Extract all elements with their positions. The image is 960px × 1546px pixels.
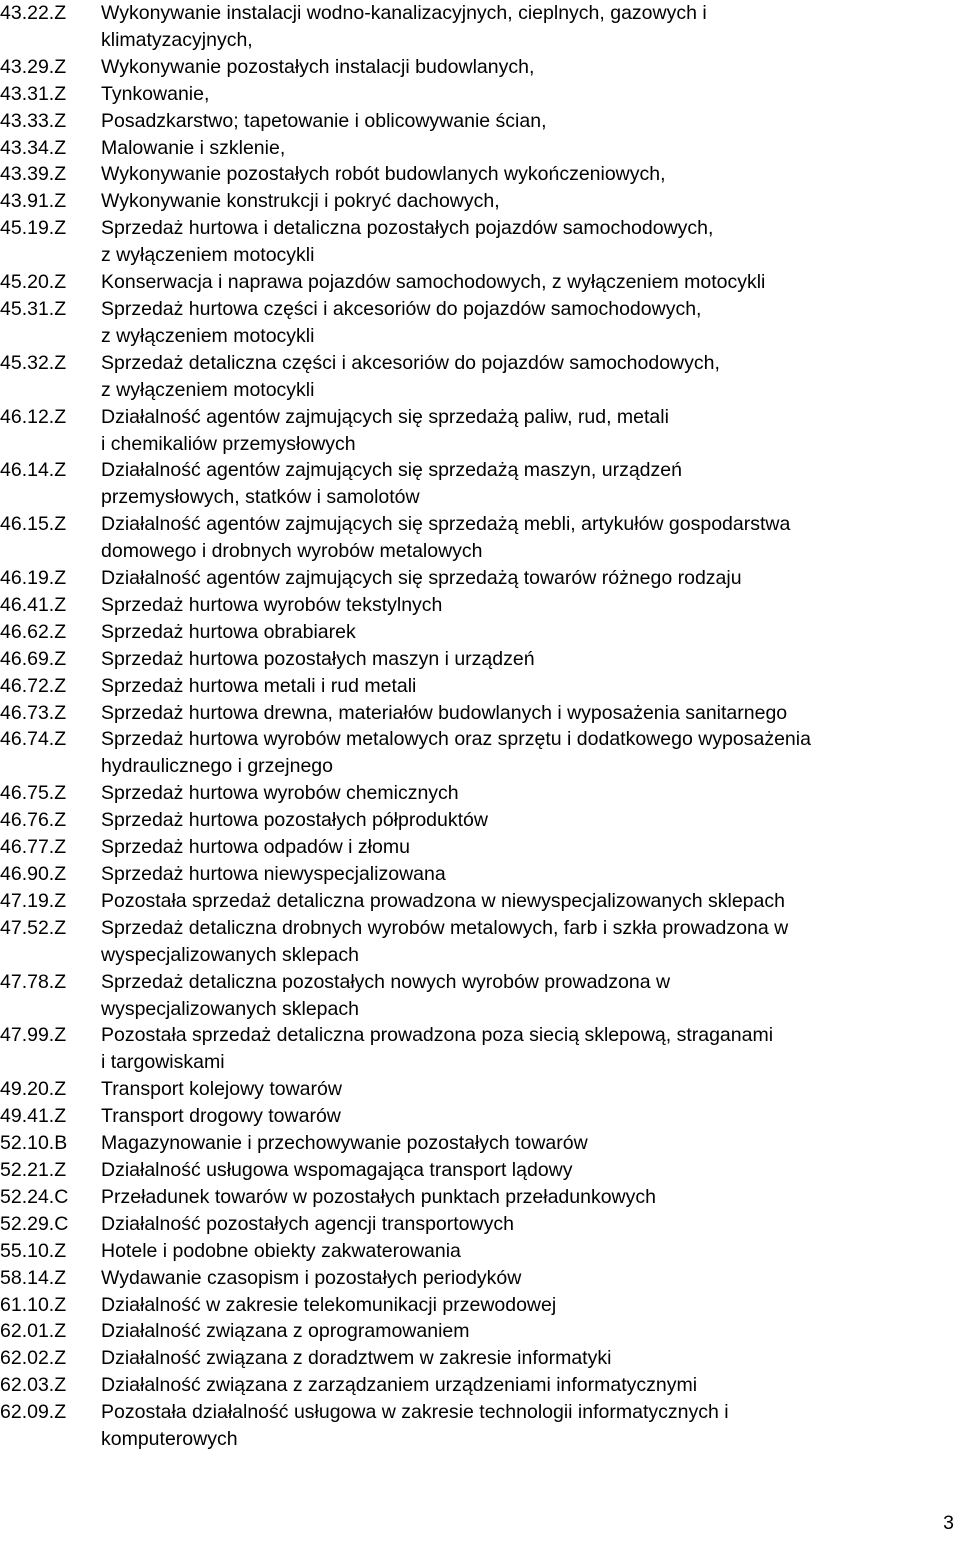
list-item xyxy=(0,1157,960,1184)
list-item xyxy=(0,592,960,619)
description-line: Wykonywanie konstrukcji i pokryć dachowych, xyxy=(101,190,500,213)
activity-description xyxy=(101,969,670,1023)
list-item xyxy=(0,1372,960,1399)
description-line: Sprzedaż detaliczna drobnych wyrobów metalowych, farb i szkła prowadzona w xyxy=(101,916,789,939)
description-line: Transport drogowy towarów xyxy=(101,1105,341,1128)
activity-code: 46.15.Z xyxy=(0,513,67,536)
activity-description xyxy=(101,700,787,727)
description-line: Pozostała sprzedaż detaliczna prowadzona poza siecią sklepową, straganami xyxy=(101,1024,774,1047)
description-line: Sprzedaż detaliczna części i akcesoriów do pojazdów samochodowych, xyxy=(101,351,720,374)
description-line: Przeładunek towarów w pozostałych punktach przeładunkowych xyxy=(101,1185,656,1208)
activity-code: 43.91.Z xyxy=(0,190,67,213)
activity-code: 43.29.Z xyxy=(0,55,67,78)
list-item xyxy=(0,269,960,296)
activity-code: 52.24.C xyxy=(0,1185,69,1208)
activity-description xyxy=(101,135,285,162)
description-line: i targowiskami xyxy=(101,1051,225,1074)
activity-description xyxy=(101,0,707,54)
activity-description xyxy=(101,1372,697,1399)
activity-code: 47.99.Z xyxy=(0,1024,67,1047)
activity-code: 45.32.Z xyxy=(0,351,67,374)
page-number: 3 xyxy=(943,1512,954,1534)
activity-description xyxy=(101,269,765,296)
activity-description xyxy=(101,350,720,404)
list-item xyxy=(0,834,960,861)
activity-description xyxy=(101,1130,588,1157)
activity-code: 46.62.Z xyxy=(0,620,67,643)
description-line: Działalność pozostałych agencji transportowych xyxy=(101,1212,514,1235)
description-line: Sprzedaż hurtowa odpadów i złomu xyxy=(101,836,410,859)
description-line: Działalność związana z oprogramowaniem xyxy=(101,1320,470,1343)
description-line: Działalność agentów zajmujących się sprzedażą towarów różnego rodzaju xyxy=(101,567,742,590)
activity-code: 62.09.Z xyxy=(0,1401,67,1424)
description-line: Pozostała sprzedaż detaliczna prowadzona w niewyspecjalizowanych sklepach xyxy=(101,889,785,912)
list-item xyxy=(0,565,960,592)
activity-description xyxy=(101,1238,461,1265)
list-item xyxy=(0,1076,960,1103)
description-line: z wyłączeniem motocykli xyxy=(101,244,315,267)
activity-description xyxy=(101,1399,729,1453)
activity-description xyxy=(101,1265,521,1292)
description-line: Sprzedaż hurtowa wyrobów chemicznych xyxy=(101,782,459,805)
activity-description xyxy=(101,188,500,215)
activity-description xyxy=(101,915,788,969)
activity-code: 62.03.Z xyxy=(0,1374,67,1397)
activity-description xyxy=(101,108,546,135)
activity-description xyxy=(101,726,811,780)
activity-code: 52.10.B xyxy=(0,1132,68,1155)
activity-code: 52.29.C xyxy=(0,1212,69,1235)
list-item xyxy=(0,404,960,458)
description-line: Wykonywanie pozostałych instalacji budowlanych, xyxy=(101,55,535,78)
activity-description xyxy=(101,161,666,188)
activity-code: 62.01.Z xyxy=(0,1320,67,1343)
activity-description xyxy=(101,780,459,807)
activity-description xyxy=(101,457,682,511)
description-line: Wydawanie czasopism i pozostałych periodyków xyxy=(101,1266,522,1289)
description-line: Działalność agentów zajmujących się sprzedażą mebli, artykułów gospodarstwa xyxy=(101,513,791,536)
activity-description xyxy=(101,511,790,565)
activity-description xyxy=(101,81,209,108)
activity-description xyxy=(101,565,742,592)
activity-code: 46.90.Z xyxy=(0,863,67,885)
list-item xyxy=(0,1265,960,1292)
activity-description xyxy=(101,834,410,861)
activity-description xyxy=(101,1345,611,1372)
activity-code: 46.73.Z xyxy=(0,701,67,724)
description-line: domowego i drobnych wyrobów metalowych xyxy=(101,540,483,563)
description-line: Malowanie i szklenie, xyxy=(101,136,286,159)
activity-code: 49.41.Z xyxy=(0,1105,67,1128)
description-line: Działalność agentów zajmujących się sprzedażą maszyn, urządzeń xyxy=(101,459,682,482)
activity-code: 61.10.Z xyxy=(0,1293,67,1316)
list-item xyxy=(0,54,960,81)
description-line: Sprzedaż hurtowa części i akcesoriów do pojazdów samochodowych, xyxy=(101,297,702,320)
activity-code: 46.72.Z xyxy=(0,674,67,697)
activity-description xyxy=(101,1184,656,1211)
list-item xyxy=(0,1184,960,1211)
list-item xyxy=(0,81,960,108)
list-item xyxy=(0,457,960,511)
activity-description xyxy=(101,673,416,700)
activity-description xyxy=(101,888,785,915)
activity-description xyxy=(101,54,534,81)
list-item xyxy=(0,646,960,673)
description-line: z wyłączeniem motocykli xyxy=(101,378,315,401)
description-line: Konserwacja i naprawa pojazdów samochodowych, z wyłączeniem motocykli xyxy=(101,271,766,294)
description-line: Tynkowanie, xyxy=(101,82,210,105)
activity-description xyxy=(101,1076,342,1103)
list-item xyxy=(0,1103,960,1130)
list-item xyxy=(0,296,960,350)
activity-code: 52.21.Z xyxy=(0,1158,67,1181)
description-line: Wykonywanie pozostałych robót budowlanych wykończeniowych, xyxy=(101,163,666,186)
activity-code: 46.75.Z xyxy=(0,782,67,805)
description-line: Działalność związana z zarządzaniem urządzeniami informatycznymi xyxy=(101,1374,698,1397)
activity-description xyxy=(101,1022,773,1076)
list-item xyxy=(0,1238,960,1265)
description-line: Hotele i podobne obiekty zakwaterowania xyxy=(101,1239,461,1262)
description-line: Sprzedaż hurtowa i detaliczna pozostałych pojazdów samochodowych, xyxy=(101,217,714,240)
activity-description xyxy=(101,592,442,619)
description-line: Wykonywanie instalacji wodno-kanalizacyjnych, cieplnych, gazowych i xyxy=(101,2,707,24)
activity-code: 46.77.Z xyxy=(0,836,67,859)
activity-code: 47.19.Z xyxy=(0,889,67,912)
description-line: Sprzedaż hurtowa drewna, materiałów budowlanych i wyposażenia sanitarnego xyxy=(101,701,788,724)
description-line: Magazynowanie i przechowywanie pozostałych towarów xyxy=(101,1132,588,1155)
activity-code: 46.74.Z xyxy=(0,728,67,751)
activity-code: 43.31.Z xyxy=(0,82,67,105)
description-line: klimatyzacyjnych, xyxy=(101,28,253,51)
description-line: Sprzedaż hurtowa niewyspecjalizowana xyxy=(101,863,446,885)
description-line: Transport kolejowy towarów xyxy=(101,1078,342,1101)
list-item xyxy=(0,511,960,565)
list-item xyxy=(0,108,960,135)
description-line: Sprzedaż hurtowa wyrobów metalowych oraz sprzętu i dodatkowego wyposażenia xyxy=(101,728,811,751)
list-item xyxy=(0,1318,960,1345)
description-line: i chemikaliów przemysłowych xyxy=(101,432,356,455)
list-item xyxy=(0,135,960,162)
activity-code: 46.41.Z xyxy=(0,593,67,616)
activity-description xyxy=(101,1103,341,1130)
list-item xyxy=(0,780,960,807)
list-item xyxy=(0,1022,960,1076)
activity-description xyxy=(101,1157,573,1184)
description-line: Działalność związana z doradztwem w zakresie informatyki xyxy=(101,1347,612,1370)
description-line: hydraulicznego i grzejnego xyxy=(101,755,333,778)
list-item xyxy=(0,0,960,54)
list-item xyxy=(0,215,960,269)
activity-description xyxy=(101,807,488,834)
activity-code: 43.39.Z xyxy=(0,163,67,186)
activity-description xyxy=(101,646,535,673)
list-item xyxy=(0,726,960,780)
activity-description xyxy=(101,296,701,350)
activity-description xyxy=(101,861,446,888)
description-line: Sprzedaż hurtowa pozostałych półproduktów xyxy=(101,809,488,832)
list-item xyxy=(0,915,960,969)
activity-code: 46.19.Z xyxy=(0,567,67,590)
activity-description xyxy=(101,1292,556,1319)
list-item xyxy=(0,1211,960,1238)
description-line: Pozostała działalność usługowa w zakresie technologii informatycznych i xyxy=(101,1401,729,1424)
list-item xyxy=(0,1399,960,1453)
activity-code: 43.34.Z xyxy=(0,136,67,159)
description-line: Posadzkarstwo; tapetowanie i oblicowywanie ścian, xyxy=(101,109,547,132)
description-line: z wyłączeniem motocykli xyxy=(101,324,315,347)
description-line: komputerowych xyxy=(101,1428,238,1451)
activity-code: 43.22.Z xyxy=(0,2,67,24)
description-line: Sprzedaż hurtowa metali i rud metali xyxy=(101,674,417,697)
activity-description xyxy=(101,404,669,458)
description-line: wyspecjalizowanych sklepach xyxy=(101,943,359,966)
list-item xyxy=(0,807,960,834)
activity-code: 55.10.Z xyxy=(0,1239,67,1262)
description-line: Działalność usługowa wspomagająca transport lądowy xyxy=(101,1158,573,1181)
description-line: Działalność w zakresie telekomunikacji przewodowej xyxy=(101,1293,557,1316)
list-item xyxy=(0,700,960,727)
list-item xyxy=(0,188,960,215)
activity-code: 46.12.Z xyxy=(0,405,67,428)
list-item xyxy=(0,1292,960,1319)
description-line: Sprzedaż hurtowa wyrobów tekstylnych xyxy=(101,593,443,616)
description-line: wyspecjalizowanych sklepach xyxy=(101,997,359,1020)
list-item xyxy=(0,161,960,188)
description-line: przemysłowych, statków i samolotów xyxy=(101,486,420,509)
activity-code: 46.14.Z xyxy=(0,459,67,482)
list-item xyxy=(0,350,960,404)
activity-code: 47.52.Z xyxy=(0,916,67,939)
activity-code: 62.02.Z xyxy=(0,1347,67,1370)
description-line: Działalność agentów zajmujących się sprzedażą paliw, rud, metali xyxy=(101,405,669,428)
description-line: Sprzedaż hurtowa pozostałych maszyn i urządzeń xyxy=(101,647,535,670)
list-item xyxy=(0,861,960,888)
activity-description xyxy=(101,215,713,269)
list-item xyxy=(0,1345,960,1372)
list-item xyxy=(0,673,960,700)
activity-code: 58.14.Z xyxy=(0,1266,67,1289)
list-item xyxy=(0,619,960,646)
description-line: Sprzedaż detaliczna pozostałych nowych wyrobów prowadzona w xyxy=(101,970,671,993)
list-item xyxy=(0,969,960,1023)
activity-code: 45.31.Z xyxy=(0,297,67,320)
activity-code: 47.78.Z xyxy=(0,970,67,993)
activity-description xyxy=(101,1318,470,1345)
activity-code: 45.19.Z xyxy=(0,217,67,240)
list-item xyxy=(0,888,960,915)
activity-code: 45.20.Z xyxy=(0,271,67,294)
list-item xyxy=(0,1130,960,1157)
activity-code: 46.76.Z xyxy=(0,809,67,832)
activity-code: 46.69.Z xyxy=(0,647,67,670)
activity-code: 43.33.Z xyxy=(0,109,67,132)
description-line: Sprzedaż hurtowa obrabiarek xyxy=(101,620,356,643)
activity-code: 49.20.Z xyxy=(0,1078,67,1101)
activity-description xyxy=(101,1211,514,1238)
activity-description xyxy=(101,619,356,646)
